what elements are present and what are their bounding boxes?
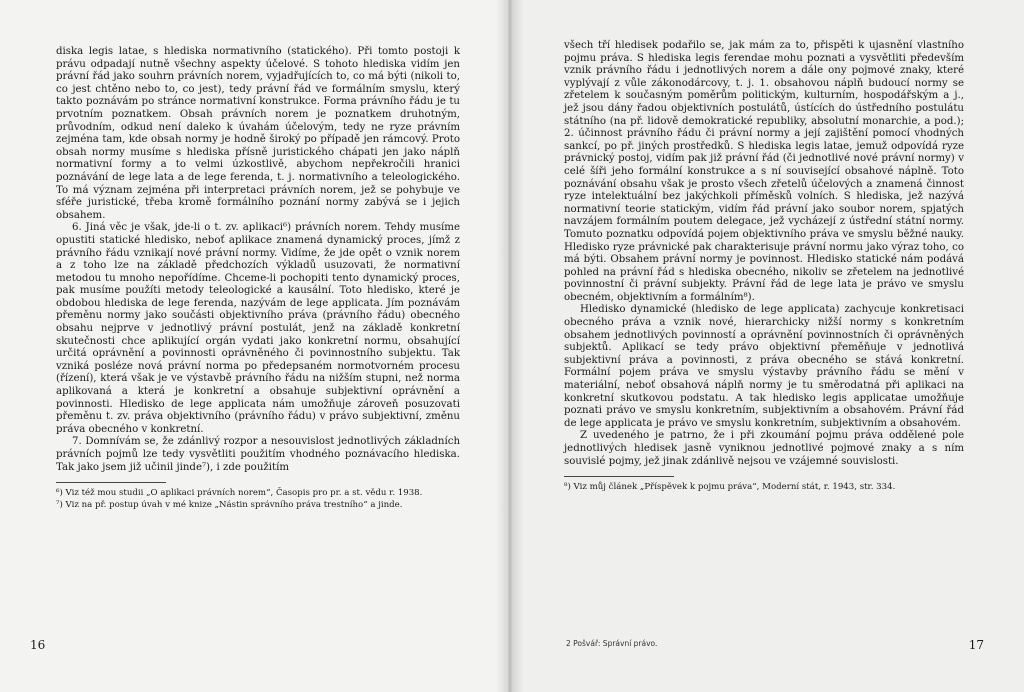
right-page-number: 17 [968,638,984,652]
right-paragraph-2: Hledisko dynamické (hledisko de lege applicata) zachycuje konkretisaci obecného práva a vznik nové, hierarchicky nižší normy s konkretním obsahem jednotlivých povinností a oprávnění povinnostních či oprávněných subjektů. Aplikací se tedy právo objektivní přeměňuje v jednotlivá subjektivní práva a povinnosti, z práva obecného se stává konkretní. Formální pojem práva ve smyslu výstavby právního řádu se mění v materiální, neboť obsahová náplň normy je tu směrodatná při aplikaci na konkretní skutkovou podstatu. A tak hledisko legis applicatae umožňuje poznati právo ve smyslu konkretním, subjektivním a obsahovém. Právní řád de lege applicata je právo ve smyslu konkretním, subjektivním a obsahovém. [564,304,964,429]
left-footnote-1: ⁶) Viz též mou studii „O aplikaci právních norem“, Časopis pro pr. a st. vědu r. 1938. [56,488,423,499]
right-paragraph-1: všech tří hledisek podařilo se, jak mám za to, přispěti k ujasnění vlastního pojmu práva. S hlediska legis ferendae mohu poznati a vysvětliti především vznik právního řádu i jednotlivých norem a dále ony pojmové znaky, které vyplývají z vůle zákonodárcovy, t. j. 1. obsahovou náplň budoucí normy se zřetelem k současným poměrům politickým, kulturním, hospodářským a j., jež jsou dány řadou objektivních postulátů, ústících do ústředního postulátu státního (na př. lidově demokratické republiky, absolutní monarchie, a pod.); 2. účinnost právního řádu či právní normy a její zajištění pomocí vhodných sankcí, po př. jiných prostředků. S hlediska legis latae, jemuž odpovídá ryze právnický postoj, vidím pak již právní řád (či jednotlivé nové právní normy) v celé šíři jeho formální konstrukce a s ní související obsahové náplně. Toto poznávání obsahu však je prosto všech zřetelů účelových a znamená činnost ryze intelektuální bez jakýchkoli příměsků volních. S hlediska, jež nazývá normativní teorie statickým, vidím řád právní jako soubor norem, spjatých navzájem formálním poutem delegace, jež vycházejí z ústřední státní normy. Tomuto poznatku odpovídá pojem objektivního práva ve smyslu běžné nauky. Hledisko ryze právnické pak charakterisuje právní normu jako výraz toho, co má býti. Obsahem právní normy je povinnost. Hledisko statické nám podává pohled na právní řád s hlediska obecného, nikoliv se zřetelem na jednotlivé povinnostní či právní subjekty. Právní řád de lege lata je právo ve smyslu obecném, objektivním a formálním⁸). [564,40,964,303]
left-page-number: 16 [30,638,46,652]
footnote-rule [56,482,166,483]
signature-line: 2 Pošvář: Správní právo. [566,639,658,648]
left-footnote-2: ⁷) Viz na př. postup úvah v mé knize „Nástin správního práva trestního“ a jinde. [56,500,403,511]
right-page [508,0,1024,692]
left-paragraph-3: 7. Domnívám se, že zdánlivý rozpor a nesouvislost jednotlivých základních právních pojmů lze tedy vysvětliti použitím vhodného poznávacího hlediska. Tak jako jsem již učinil jinde⁷), i zde použitím [56,436,460,473]
left-paragraph-1: diska legis latae, s hlediska normativního (statického). Při tomto postoji k právu odpadají nutně všechny aspekty účelové. S tohoto hlediska vidím jen právní řád jako souhrn právních norem, vyjadřujících to, co má býti (nikoli to, co jest chtěno nebo to, co jest), tedy právní řád ve formálním smyslu, který takto poznávám po stránce normativní konstrukce. Forma právního řádu je tu prvotním poznatkem. Obsah právních norem je poznatkem druhotným, průvodním, odkud není daleko k úvahám účelovým, tedy ne ryze právním zejména tam, kde obsah normy je hodně široký po případě jen rámcový. Proto obsah normy musíme s hlediska přísně juristického chápati jen jako náplň normativní formy a to velmi úzkostlivě, abychom nepřekročili hranici poznávání de lege lata a de lege ferenda, t. j. normativního a teleologického. To má význam zejména při interpretaci právních norem, jež se pohybuje ve sféře juristické, třeba kromě formálního poznání normy zabývá se i jejich obsahem. [56,46,460,221]
left-text-column [56,46,460,512]
footnote-rule [564,476,674,477]
book-gutter [496,0,524,692]
left-page [0,0,508,692]
right-paragraph-3: Z uvedeného je patrno, že i při zkoumání pojmu práva oddělené pole jednotlivých hledisek jasně vyniknou jednotlivé pojmové znaky a s ním souvislé pojmy, jež jinak zdánlivě nejsou ve vzájemné souvislosti. [564,430,964,467]
right-footnote-1: ⁸) Viz můj článek „Příspěvek k pojmu práva“, Moderní stát, r. 1943, str. 334. [564,482,896,493]
right-text-column [564,40,964,494]
left-paragraph-2: 6. Jiná věc je však, jde-li o t. zv. aplikaci⁶) právních norem. Tehdy musíme opustiti statické hledisko, neboť aplikace znamená dynamický proces, jímž z právního řádu vznikají nové právní normy. Vidíme, že jde opět o vznik norem a z toho lze na základě předchozích výkladů usuzovati, že normativní metodou tu mnoho nepořídíme. Chceme-li pochopiti tento dynamický proces, pak musíme použíti metody teleologické a kausální. Toto hledisko, které je obdobou hlediska de lege ferenda, nazývám de lege applicata. Jím poznávám přeměnu normy jako součásti objektivního práva (právního řádu) obecného obsahu nejprve v jednotlivý právní postulát, jenž na základě konkretní skutečnosti chce aplikující orgán vydati jako konkretní normu, obsahující určitá oprávnění a povinnosti oprávněného či povinnostního subjektu. Tak vzniká posléze nová právní norma po předepsaném normotvorném procesu (řízení), která však je ve výstavbě právního řádu na nižším stupni, než norma aplikovaná a která je konkretní a obsahuje subjektivní oprávnění a povinnosti. Hledisko de lege applicata nám umožňuje zároveň posuzovati přeměnu t. zv. práva objektivního (právního řádu) v právo subjektivní, změnu práva obecného v konkretní. [56,222,460,435]
